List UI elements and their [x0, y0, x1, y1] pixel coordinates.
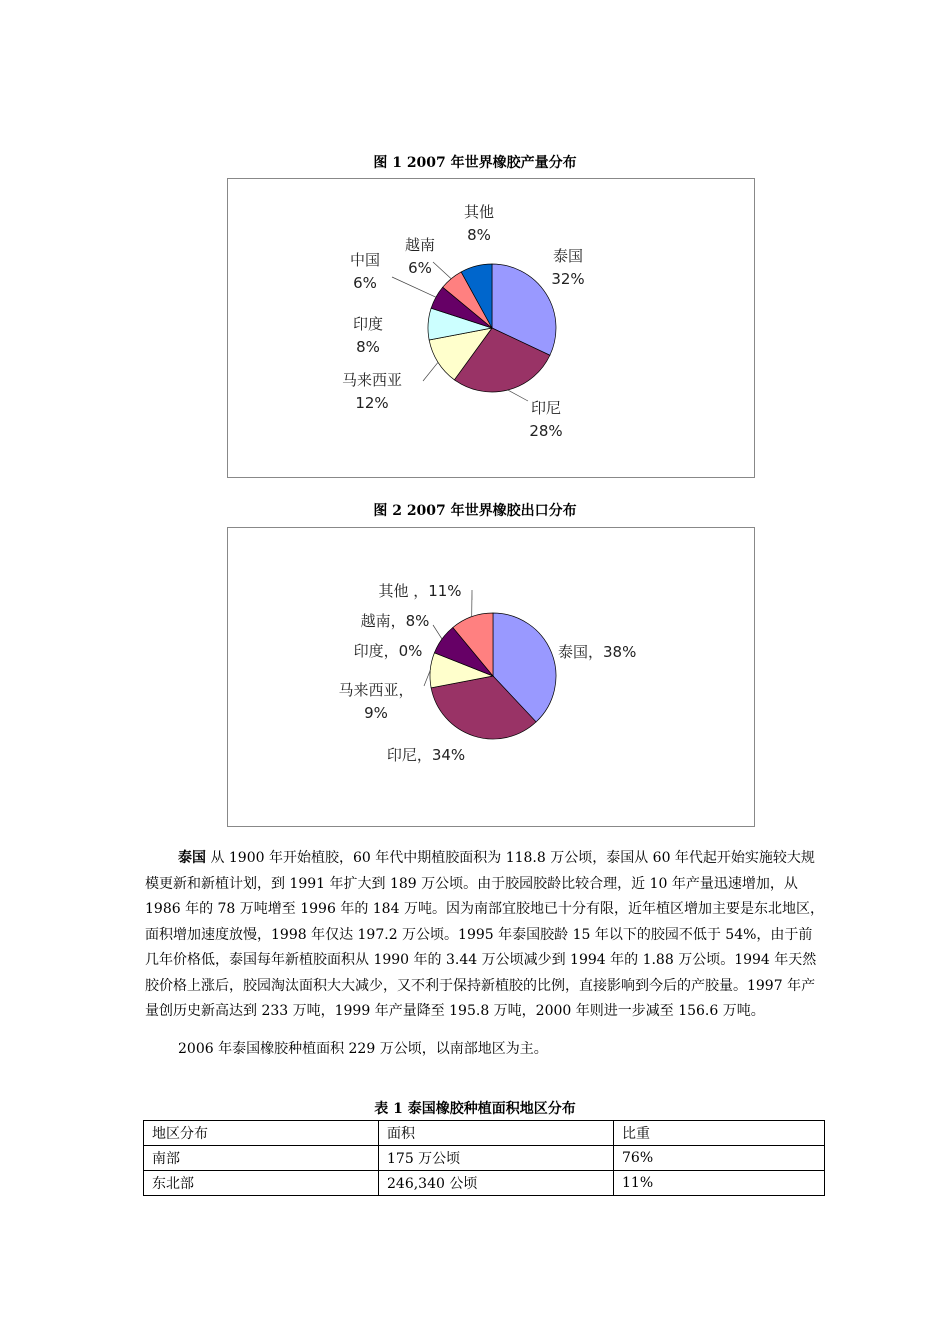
pie-label: 6% — [353, 274, 377, 292]
table-cell: 175 万公顷 — [379, 1146, 614, 1171]
pie-label: 马来西亚 — [341, 371, 403, 389]
table-cell: 76% — [614, 1146, 825, 1171]
table1 — [143, 1120, 825, 1196]
pie-label: 12% — [355, 394, 389, 412]
paragraph-1 — [145, 846, 825, 1025]
pie-label: 越南 — [404, 236, 436, 254]
pie-label: 中国 — [349, 251, 381, 269]
table-cell: 11% — [614, 1171, 825, 1196]
paragraph-1-lead: 泰国 — [178, 850, 206, 866]
table-row — [144, 1171, 825, 1196]
pie-label: 印度 — [352, 315, 384, 333]
pie-label: 印尼，34% — [386, 746, 466, 764]
pie-label: 印尼 — [530, 399, 562, 417]
pie-label: 其他 — [463, 203, 495, 221]
pie-label: 其他 ，11% — [378, 582, 462, 600]
pie-label: 8% — [356, 338, 380, 356]
pie-label: 泰国，38% — [558, 643, 637, 661]
pie-leader-line — [433, 262, 451, 279]
pie-label: 8% — [467, 226, 491, 244]
pie-label: 泰国 — [552, 247, 584, 265]
table-header-row — [144, 1121, 825, 1146]
table1-caption: 表 1 泰国橡胶种植面积地区分布 — [374, 1101, 576, 1117]
table-row — [144, 1146, 825, 1171]
pie-label: 越南，8% — [360, 612, 430, 630]
table-header-cell: 比重 — [614, 1121, 825, 1146]
table-header-cell: 地区分布 — [144, 1121, 379, 1146]
pie-label: 6% — [408, 259, 432, 277]
figure2-pie — [228, 528, 754, 826]
body-text — [145, 846, 825, 1062]
pie-leader-line — [424, 670, 430, 686]
figure2-caption: 图 2 2007 年世界橡胶出口分布 — [373, 503, 577, 519]
paragraph-1-body: 从 1900 年开始植胶，60 年代中期植胶面积为 118.8 万公顷，泰国从 60 年代起开始实施较大规模更新和新植计划，到 1991 年扩大到 189 万公顷。由于胶园胶龄比较合理，近 10 年产量迅速增加，从 1986 年的 78 万吨增至 1996 年的 184 万吨。因为南部宜胶地已十分有限，近年植区增加主要是东北地区，面积增加速度放慢，1998 年仅达 197.2 万公顷。1995 年泰国胶龄 15 年以下的胶园不低于 54%，由于前几年价格低，泰国每年新植胶面积从 1990 年的 3.44 万公顷减少到 1994 年的 1.88 万公顷。1994 年天然胶价格上涨后，胶园淘汰面积大大减少，又不利于保持新植胶的比例，直接影响到今后的产胶量。1997 年产量创历史新高达到 233 万吨，1999 年产量降至 195.8 万吨，2000 年则进一步减至 156.6 万吨。 — [145, 850, 824, 1019]
figure1-caption: 图 1 2007 年世界橡胶产量分布 — [373, 155, 577, 171]
pie-leader-line — [508, 390, 528, 401]
figure1-pie — [228, 179, 754, 477]
table-header-cell: 面积 — [379, 1121, 614, 1146]
pie-leader-line — [423, 362, 438, 381]
pie-label: 印度，0% — [353, 642, 423, 660]
pie-label: 28% — [529, 422, 563, 440]
pie-leader-line — [433, 625, 442, 639]
table-cell: 东北部 — [144, 1171, 379, 1196]
figure1-chart — [227, 178, 755, 478]
pie-label: 马来西亚， — [338, 681, 414, 699]
pie-label: 9% — [364, 704, 388, 722]
pie-label: 32% — [551, 270, 585, 288]
pie-leader-line — [392, 277, 436, 297]
figure2-chart — [227, 527, 755, 827]
paragraph-2: 2006 年泰国橡胶种植面积 229 万公顷，以南部地区为主。 — [178, 1040, 548, 1057]
table-cell: 南部 — [144, 1146, 379, 1171]
table-cell: 246,340 公顷 — [379, 1171, 614, 1196]
